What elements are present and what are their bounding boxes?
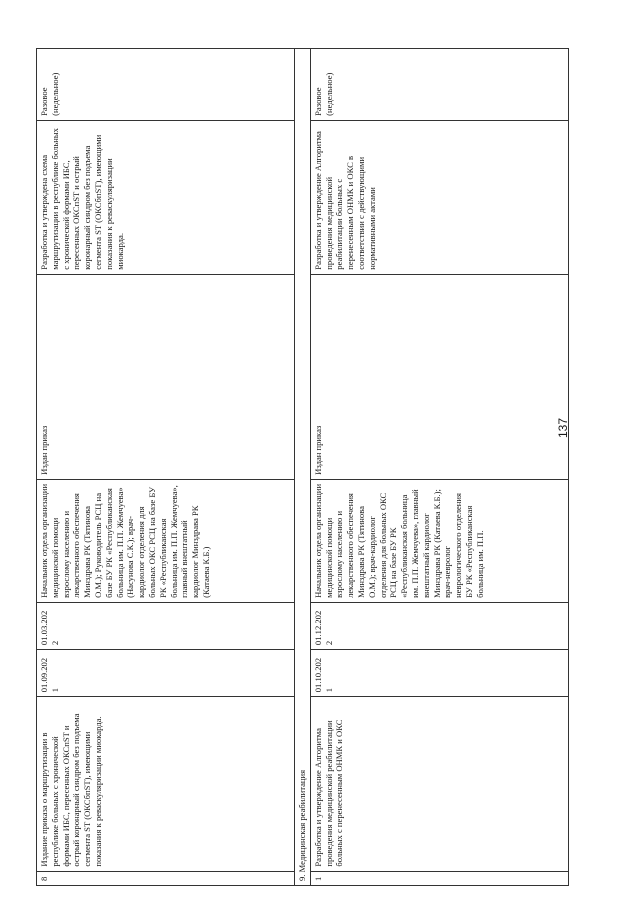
result-cell: Издан приказ bbox=[310, 274, 568, 479]
rotated-table-container bbox=[36, 48, 569, 886]
start-date-cell: 01.09.2021 bbox=[37, 650, 295, 697]
indicator-cell: Разработка и утверждение Алгоритма проведения медицинской реабилитации больных с перенесенным ОНМК и ОКС в соответствии с действующими нормативными актами bbox=[310, 120, 568, 274]
task-cell: Издание приказа о маршрутизации в республике больных с хронической формами ИБС, пересенных ОКСпST и острый коронарный синдром без подъема сегмента ST (ОКСбпST), имеющими показания к реваскуляризации миокарда. bbox=[37, 697, 295, 871]
table-row bbox=[310, 49, 568, 886]
section-title: 9. Медицинская реабилитация bbox=[295, 49, 311, 886]
result-cell: Издан приказ bbox=[37, 274, 295, 479]
row-number: 1 bbox=[310, 871, 568, 885]
end-date-cell: 01.03.2022 bbox=[37, 602, 295, 649]
end-date-cell: 01.12.2022 bbox=[310, 602, 568, 649]
responsible-cell: Начальник отдела организации медицинской помощи взрослому населению и лекарственного обеспечения Минздрава РК (Тятинова О.М.); врач-кардиолог отделения для больных ОКС РСЦ на базе БУ РК «Республиканская больница им. П.П. Жемчуева», главный внештатный кардиолог Минздрава РК (Катаева К.Б.); врач-невролог неврологического отделения БУ РК «Республиканская больница им. П.П. bbox=[310, 479, 568, 602]
responsible-cell: Начальник отдела организации медицинской помощи взрослому населению и лекарственного обеспечения Минздрава РК (Тятинова О.М.); Руководитель РСЦ на базе БУ РК «Республиканская больница им. П.П. Жемчуева» (Насунова С.К.); врач-кардиолог отделения для больных ОКС РСЦ на базе БУ РК «Республиканская больница им. П.П. Жемчуева», главный внештатный кардиолог Минздрава РК (Катаева К.Б.) bbox=[37, 479, 295, 602]
period-cell: Разовое (недельное) bbox=[37, 49, 295, 121]
page-number: 137 bbox=[556, 417, 570, 438]
plan-table bbox=[36, 48, 569, 886]
row-number: 8 bbox=[37, 871, 295, 885]
indicator-cell: Разработка и утверждена схема маршрутизации в республике больных с хронической формами ИБС, пересенных ОКСпST и острый коронарный синдром без подъема сегмента ST (ОКСбпST), имеющими показания к реваскуляризации миокарда. bbox=[37, 120, 295, 274]
section-row bbox=[295, 49, 311, 886]
start-date-cell: 01.10.2021 bbox=[310, 650, 568, 697]
table-row bbox=[37, 49, 295, 886]
period-cell: Разовое (недельное) bbox=[310, 49, 568, 121]
task-cell: Разработка и утверждение Алгоритма проведения медицинской реабилитации больных с перенесенным ОНМК и ОКС bbox=[310, 697, 568, 871]
